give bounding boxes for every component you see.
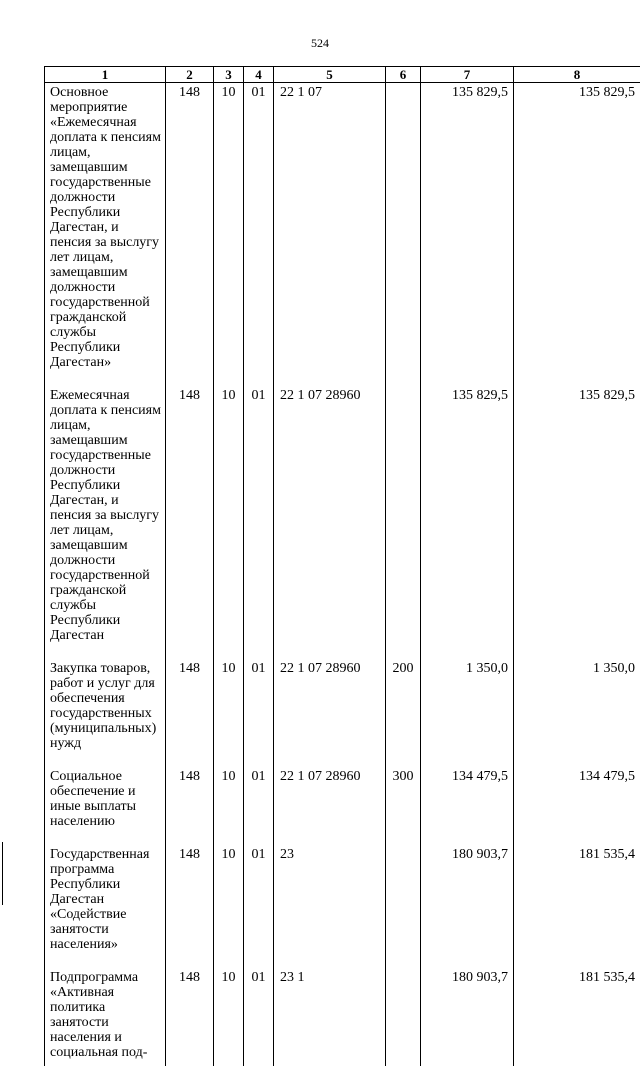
row-code-subsection: 01 bbox=[244, 386, 274, 643]
table-row bbox=[45, 968, 640, 1060]
row-code-subsection: 01 bbox=[244, 845, 274, 952]
row-code-expense-type bbox=[386, 386, 421, 643]
row-amount-col7: 1 350,0 bbox=[421, 659, 514, 751]
row-amount-col8: 134 479,5 bbox=[514, 767, 640, 829]
row-code-section: 10 bbox=[214, 968, 244, 1060]
row-name: Социальное обеспечение и иные выплаты населению bbox=[45, 767, 166, 829]
row-spacer bbox=[45, 370, 640, 386]
row-name: Государственная программа Республики Дагестан «Содействие занятости населения» bbox=[45, 845, 166, 952]
row-code-subsection: 01 bbox=[244, 968, 274, 1060]
row-spacer bbox=[45, 643, 640, 659]
row-code-target-item: 23 bbox=[274, 845, 386, 952]
table-row bbox=[45, 767, 640, 829]
header-col-3: 3 bbox=[214, 67, 244, 83]
row-code-section: 10 bbox=[214, 845, 244, 952]
row-code-target-item: 23 1 bbox=[274, 968, 386, 1060]
row-spacer bbox=[45, 829, 640, 845]
header-col-7: 7 bbox=[421, 67, 514, 83]
row-amount-col7: 135 829,5 bbox=[421, 83, 514, 371]
row-code-main-admin: 148 bbox=[166, 83, 214, 371]
row-code-expense-type bbox=[386, 968, 421, 1060]
row-name: Основное мероприятие «Ежемесячная доплата к пенсиям лицам, замещавшим государственные должности Республики Дагестан, и пенсия за выслугу лет лицам, замещавшим должности государственной гражданской службы Республики Дагестан» bbox=[45, 83, 166, 371]
row-code-main-admin: 148 bbox=[166, 386, 214, 643]
row-amount-col8: 1 350,0 bbox=[514, 659, 640, 751]
row-code-target-item: 22 1 07 28960 bbox=[274, 386, 386, 643]
row-amount-col7: 135 829,5 bbox=[421, 386, 514, 643]
row-amount-col8: 135 829,5 bbox=[514, 386, 640, 643]
row-code-expense-type bbox=[386, 845, 421, 952]
row-code-expense-type: 200 bbox=[386, 659, 421, 751]
row-amount-col8: 135 829,5 bbox=[514, 83, 640, 371]
row-code-target-item: 22 1 07 bbox=[274, 83, 386, 371]
table-row bbox=[45, 845, 640, 952]
row-amount-col7: 180 903,7 bbox=[421, 968, 514, 1060]
row-spacer bbox=[45, 751, 640, 767]
row-code-main-admin: 148 bbox=[166, 767, 214, 829]
row-amount-col7: 134 479,5 bbox=[421, 767, 514, 829]
row-code-main-admin: 148 bbox=[166, 845, 214, 952]
header-col-4: 4 bbox=[244, 67, 274, 83]
header-col-2: 2 bbox=[166, 67, 214, 83]
row-name: Ежемесячная доплата к пенсиям лицам, замещавшим государственные должности Республики Дагестан, и пенсия за выслугу лет лицам, замещавшим должности государственной гражданской службы Республики Дагестан bbox=[45, 386, 166, 643]
row-code-subsection: 01 bbox=[244, 767, 274, 829]
budget-table bbox=[44, 66, 640, 1066]
header-col-1: 1 bbox=[45, 67, 166, 83]
row-spacer bbox=[45, 1060, 640, 1066]
scan-edge-line bbox=[2, 842, 3, 905]
row-code-target-item: 22 1 07 28960 bbox=[274, 767, 386, 829]
row-name: Подпрограмма «Активная политика занятости населения и социальная под- bbox=[45, 968, 166, 1060]
row-code-section: 10 bbox=[214, 659, 244, 751]
row-code-expense-type bbox=[386, 83, 421, 371]
row-amount-col8: 181 535,4 bbox=[514, 845, 640, 952]
row-amount-col7: 180 903,7 bbox=[421, 845, 514, 952]
table-row bbox=[45, 83, 640, 371]
table-row bbox=[45, 386, 640, 643]
page-number: 524 bbox=[0, 36, 640, 51]
header-col-5: 5 bbox=[274, 67, 386, 83]
row-code-section: 10 bbox=[214, 83, 244, 371]
row-code-subsection: 01 bbox=[244, 83, 274, 371]
row-code-subsection: 01 bbox=[244, 659, 274, 751]
row-code-main-admin: 148 bbox=[166, 659, 214, 751]
row-spacer bbox=[45, 952, 640, 968]
row-code-expense-type: 300 bbox=[386, 767, 421, 829]
table-row bbox=[45, 659, 640, 751]
header-row bbox=[45, 67, 640, 83]
row-code-section: 10 bbox=[214, 386, 244, 643]
row-name: Закупка товаров, работ и услуг для обеспечения государственных (муниципальных) нужд bbox=[45, 659, 166, 751]
row-code-target-item: 22 1 07 28960 bbox=[274, 659, 386, 751]
row-amount-col8: 181 535,4 bbox=[514, 968, 640, 1060]
row-code-main-admin: 148 bbox=[166, 968, 214, 1060]
header-col-8: 8 bbox=[514, 67, 640, 83]
row-code-section: 10 bbox=[214, 767, 244, 829]
header-col-6: 6 bbox=[386, 67, 421, 83]
